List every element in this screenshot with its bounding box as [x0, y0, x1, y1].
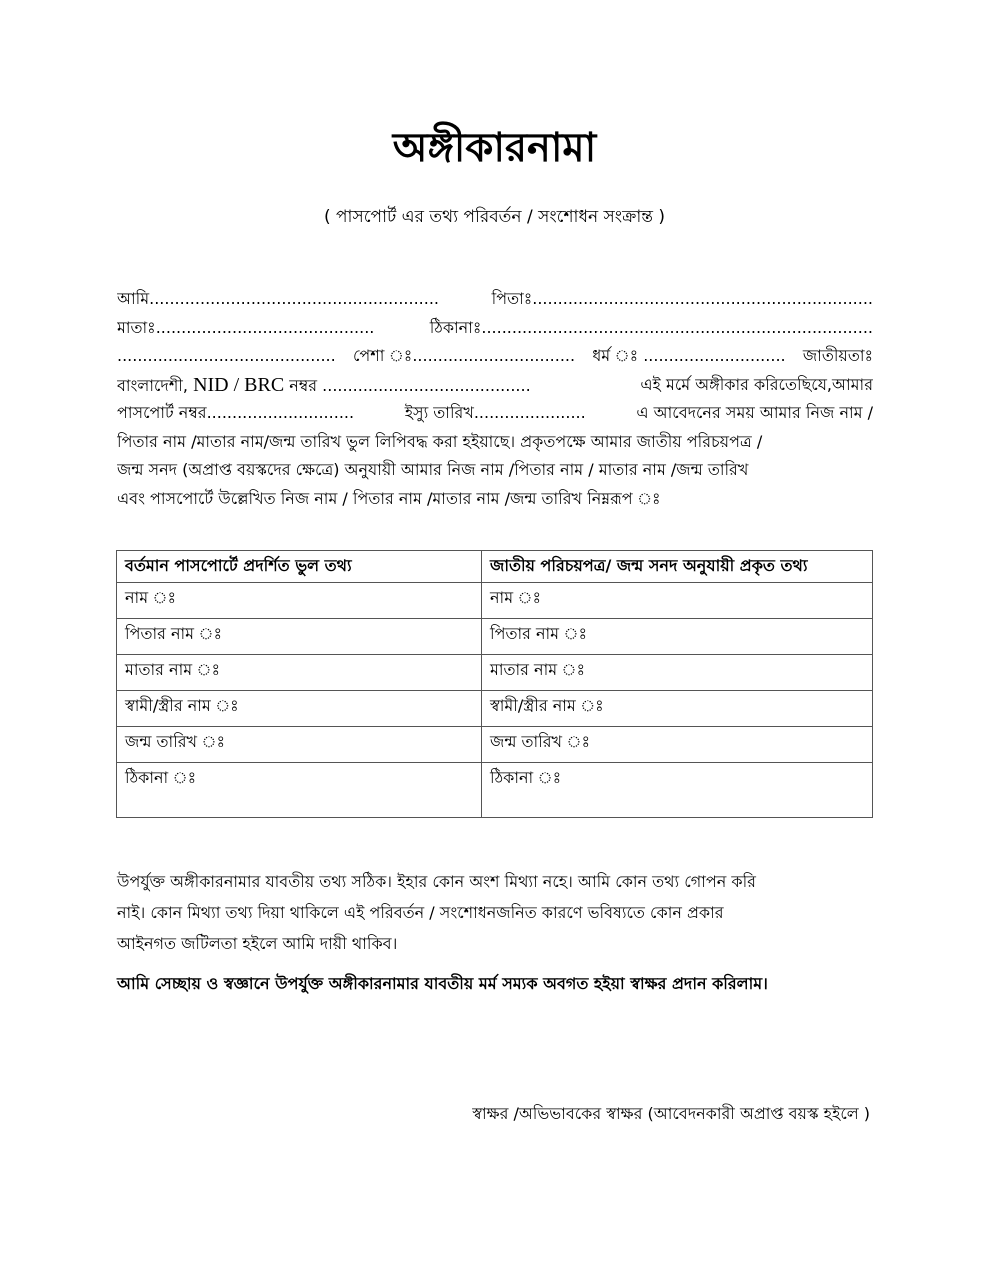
wrong-birth-date-cell: জন্ম তারিখ ঃ	[117, 727, 482, 763]
intro-text-line: জন্ম সনদ (অপ্রাপ্ত বয়স্কদের ক্ষেত্রে) অনুযায়ী আমার নিজ নাম /পিতার নাম / মাতার নাম /জন্ম তারিখ	[117, 460, 749, 479]
wrong-mother-name-cell: মাতার নাম ঃ	[117, 655, 482, 691]
intro-line-passport	[117, 399, 873, 428]
table-row	[117, 763, 873, 818]
nid-brc-label: NID / BRC	[193, 373, 285, 396]
signature-label: স্বাক্ষর /অভিভাবকের স্বাক্ষর (আবেদনকারী অপ্রাপ্ত বয়স্ক হইলে )	[472, 1104, 870, 1123]
correct-address-cell: ঠিকানা ঃ	[482, 763, 873, 818]
wrong-name-cell: নাম ঃ	[117, 583, 482, 619]
intro-line-mother-address	[117, 314, 873, 343]
paragraph-line: নাই। কোন মিথ্যা তথ্য দিয়া থাকিলে এই পরিবর্তন / সংশোধনজনিত কারণে ভবিষ্যতে কোন প্রকার	[117, 903, 724, 922]
intro-text-line: পিতার নাম /মাতার নাম/জন্ম তারিখ ভুল লিপিবদ্ধ করা হইয়াছে। প্রকৃতপক্ষে আমার জাতীয় পরিচয়পত্র /	[117, 431, 763, 451]
correct-name-cell: নাম ঃ	[482, 583, 873, 619]
comparison-table	[116, 550, 873, 818]
table-row	[117, 691, 873, 727]
header-correct-info: জাতীয় পরিচয়পত্র/ জন্ম সনদ অনুযায়ী প্রকৃত তথ্য	[482, 551, 873, 583]
intro-line-occupation-religion	[117, 342, 873, 371]
intro-line-nid	[117, 371, 873, 400]
paragraph-line: উপর্যুক্ত অঙ্গীকারনামার যাবতীয় তথ্য সঠিক। ইহার কোন অংশ মিথ্যা নহে। আমি কোন তথ্য গোপন করি	[117, 872, 756, 891]
nationality-value: বাংলাদেশী, NID / BRC নম্বর .........................................	[117, 373, 531, 396]
issue-date-field: ইস্যু তারিখ......................	[404, 403, 586, 422]
wrong-spouse-name-cell: স্বামী/স্ত্রীর নাম ঃ	[117, 691, 482, 727]
father-name-field: পিতাঃ...................................................................	[491, 289, 873, 308]
paragraph-line: আইনগত জটিলতা হইলে আমি দায়ী থাকিব।	[117, 934, 398, 953]
intro-section	[117, 285, 873, 513]
occupation-field: পেশা ঃ................................	[352, 346, 576, 365]
nationality-label: জাতীয়তাঃ	[802, 346, 873, 365]
intro-line-name-father	[117, 285, 873, 314]
header-wrong-info: বর্তমান পাসপোর্টে প্রদর্শিত ভুল তথ্য	[117, 551, 482, 583]
nid-number-field: নম্বর .........................................	[289, 375, 531, 395]
correct-birth-date-cell: জন্ম তারিখ ঃ	[482, 727, 873, 763]
correct-mother-name-cell: মাতার নাম ঃ	[482, 655, 873, 691]
declaration-statement: আমি সেচ্ছায় ও স্বজ্ঞানে উপর্যুক্ত অঙ্গীকারনামার যাবতীয় মর্ম সম্যক অবগত হইয়া স্বাক্ষর প্রদান করিলাম।	[117, 974, 768, 993]
applicant-name-field: আমি.........................................................	[117, 289, 440, 308]
wrong-address-cell: ঠিকানা ঃ	[117, 763, 482, 818]
table-row	[117, 655, 873, 691]
confirmation-paragraph	[117, 866, 873, 959]
table-row	[117, 583, 873, 619]
passport-number-field: পাসপোর্ট নম্বর.............................	[117, 403, 355, 422]
table-header-row	[117, 551, 873, 583]
document-title: অঙ্গীকারনামা	[392, 125, 597, 171]
table-row	[117, 619, 873, 655]
document-subtitle: ( পাসপোর্ট এর তথ্য পরিবর্তন / সংশোধন সংক্রান্ত )	[323, 207, 666, 227]
correct-father-name-cell: পিতার নাম ঃ	[482, 619, 873, 655]
address-continuation-field: ...........................................	[117, 346, 336, 365]
religion-field: ধর্ম ঃ ............................	[592, 346, 786, 365]
correct-spouse-name-cell: স্বামী/স্ত্রীর নাম ঃ	[482, 691, 873, 727]
mother-name-field: মাতাঃ...........................................	[117, 317, 375, 337]
wrong-father-name-cell: পিতার নাম ঃ	[117, 619, 482, 655]
application-text: এ আবেদনের সময় আমার নিজ নাম /	[636, 403, 873, 422]
intro-text-line: এবং পাসপোর্টে উল্লেখিত নিজ নাম / পিতার নাম /মাতার নাম /জন্ম তারিখ নিম্নরূপ ঃ	[117, 488, 661, 508]
pledge-text: এই মর্মে অঙ্গীকার করিতেছিযে,আমার	[640, 374, 873, 394]
address-field: ঠিকানাঃ.............................................................................	[429, 317, 873, 337]
table-row	[117, 727, 873, 763]
